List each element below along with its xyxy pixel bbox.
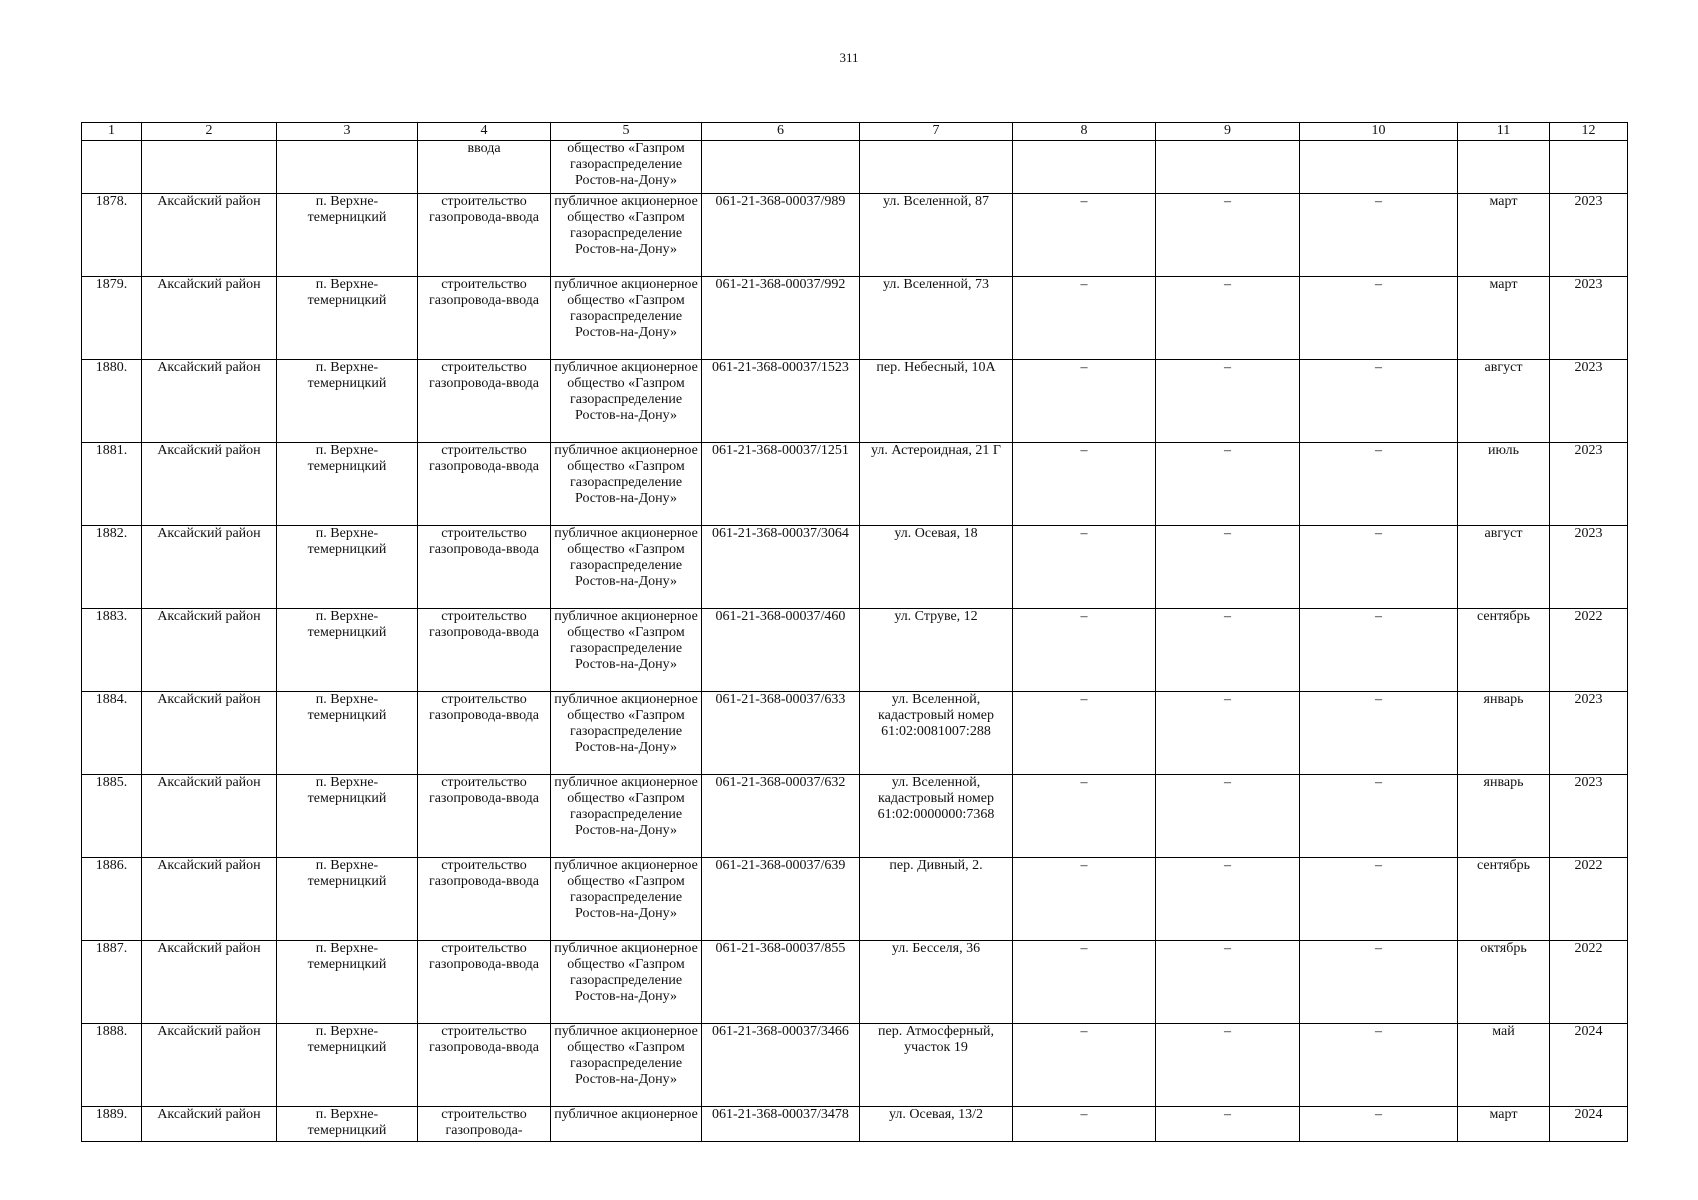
register-table [81, 122, 1628, 1142]
address-cell: ул. Струве, 12 [860, 609, 1013, 692]
month-cell: сентябрь [1458, 858, 1550, 941]
permit-code-cell: 061-21-368-00037/992 [702, 277, 860, 360]
col8-cell: – [1013, 1024, 1156, 1107]
month-cell: март [1458, 194, 1550, 277]
settlement-cell: п. Верхне-темерницкий [277, 1024, 418, 1107]
district-cell: Аксайский район [142, 941, 277, 1024]
permit-code-cell: 061-21-368-00037/989 [702, 194, 860, 277]
year-cell: 2022 [1550, 858, 1628, 941]
column-header: 12 [1550, 123, 1628, 141]
address-cell: ул. Бесселя, 36 [860, 941, 1013, 1024]
table-row [82, 526, 1628, 609]
col8-cell: – [1013, 1107, 1156, 1142]
settlement-cell: п. Верхне-темерницкий [277, 526, 418, 609]
table-row [82, 609, 1628, 692]
district-cell: Аксайский район [142, 360, 277, 443]
col10-cell: – [1300, 194, 1458, 277]
district-cell: Аксайский район [142, 443, 277, 526]
row-number-cell: 1883. [82, 609, 142, 692]
table-row [82, 1024, 1628, 1107]
org-cell: публичное акционерное общество «Газпром газораспределение Ростов-на-Дону» [551, 360, 702, 443]
address-cell: ул. Вселенной, кадастровый номер 61:02:0000000:7368 [860, 775, 1013, 858]
work-cell: строительство газопровода-ввода [418, 194, 551, 277]
table-row [82, 277, 1628, 360]
month-cell: январь [1458, 775, 1550, 858]
row-number-cell: 1888. [82, 1024, 142, 1107]
month-cell: май [1458, 1024, 1550, 1107]
year-cell: 2023 [1550, 775, 1628, 858]
permit-code-cell: 061-21-368-00037/633 [702, 692, 860, 775]
row-number-cell: 1886. [82, 858, 142, 941]
table-row [82, 443, 1628, 526]
col8-cell: – [1013, 692, 1156, 775]
row-number-cell: 1884. [82, 692, 142, 775]
column-header: 3 [277, 123, 418, 141]
year-cell: 2022 [1550, 609, 1628, 692]
district-cell: Аксайский район [142, 194, 277, 277]
org-cell: публичное акционерное общество «Газпром газораспределение Ростов-на-Дону» [551, 526, 702, 609]
col9-cell: – [1156, 360, 1300, 443]
settlement-cell: п. Верхне-темерницкий [277, 194, 418, 277]
year-cell: 2022 [1550, 941, 1628, 1024]
row-number-cell: 1881. [82, 443, 142, 526]
work-cell: строительство газопровода-ввода [418, 360, 551, 443]
col8-cell: – [1013, 277, 1156, 360]
col9-cell: – [1156, 609, 1300, 692]
work-cell: строительство газопровода-ввода [418, 277, 551, 360]
page-number: 311 [839, 50, 859, 65]
work-cell: строительство газопровода- [418, 1107, 551, 1142]
org-cell: публичное акционерное общество «Газпром газораспределение Ростов-на-Дону» [551, 941, 702, 1024]
work-cell: ввода [418, 141, 551, 194]
year-cell: 2023 [1550, 360, 1628, 443]
settlement-cell: п. Верхне-темерницкий [277, 941, 418, 1024]
address-cell: пер. Небесный, 10А [860, 360, 1013, 443]
column-header: 6 [702, 123, 860, 141]
address-cell: ул. Вселенной, 73 [860, 277, 1013, 360]
col8-cell: – [1013, 443, 1156, 526]
permit-code-cell: 061-21-368-00037/3478 [702, 1107, 860, 1142]
col10-cell: – [1300, 692, 1458, 775]
col9-cell: – [1156, 194, 1300, 277]
column-header: 9 [1156, 123, 1300, 141]
month-cell: июль [1458, 443, 1550, 526]
row-number-cell: 1878. [82, 194, 142, 277]
col10-cell: – [1300, 609, 1458, 692]
permit-code-cell: 061-21-368-00037/3064 [702, 526, 860, 609]
permit-code-cell: 061-21-368-00037/1523 [702, 360, 860, 443]
org-cell: общество «Газпром газораспределение Ростов-на-Дону» [551, 141, 702, 194]
col8-cell: – [1013, 941, 1156, 1024]
column-header: 8 [1013, 123, 1156, 141]
month-cell: октябрь [1458, 941, 1550, 1024]
col10-cell: – [1300, 360, 1458, 443]
header-row [82, 123, 1628, 141]
month-cell: август [1458, 526, 1550, 609]
year-cell: 2023 [1550, 526, 1628, 609]
settlement-cell: п. Верхне-темерницкий [277, 277, 418, 360]
column-header: 1 [82, 123, 142, 141]
permit-code-cell: 061-21-368-00037/632 [702, 775, 860, 858]
row-number-cell: 1889. [82, 1107, 142, 1142]
col10-cell: – [1300, 858, 1458, 941]
table-row [82, 692, 1628, 775]
col10-cell: – [1300, 1107, 1458, 1142]
address-cell: ул. Астероидная, 21 Г [860, 443, 1013, 526]
table-row [82, 858, 1628, 941]
row-number-cell: 1882. [82, 526, 142, 609]
year-cell: 2023 [1550, 443, 1628, 526]
col10-cell: – [1300, 443, 1458, 526]
col10-cell: – [1300, 775, 1458, 858]
permit-code-cell: 061-21-368-00037/639 [702, 858, 860, 941]
col9-cell: – [1156, 277, 1300, 360]
month-cell: сентябрь [1458, 609, 1550, 692]
col10-cell: – [1300, 277, 1458, 360]
col10-cell: – [1300, 941, 1458, 1024]
org-cell: публичное акционерное общество «Газпром газораспределение Ростов-на-Дону» [551, 194, 702, 277]
col8-cell: – [1013, 775, 1156, 858]
table-row [82, 1107, 1628, 1142]
work-cell: строительство газопровода-ввода [418, 609, 551, 692]
district-cell: Аксайский район [142, 277, 277, 360]
col9-cell: – [1156, 1107, 1300, 1142]
work-cell: строительство газопровода-ввода [418, 692, 551, 775]
continuation-row [82, 141, 1628, 194]
org-cell: публичное акционерное [551, 1107, 702, 1142]
district-cell: Аксайский район [142, 1024, 277, 1107]
work-cell: строительство газопровода-ввода [418, 526, 551, 609]
work-cell: строительство газопровода-ввода [418, 941, 551, 1024]
year-cell: 2024 [1550, 1107, 1628, 1142]
work-cell: строительство газопровода-ввода [418, 443, 551, 526]
permit-code-cell: 061-21-368-00037/3466 [702, 1024, 860, 1107]
col9-cell: – [1156, 526, 1300, 609]
col8-cell: – [1013, 194, 1156, 277]
col8-cell: – [1013, 858, 1156, 941]
column-header: 5 [551, 123, 702, 141]
col9-cell: – [1156, 692, 1300, 775]
address-cell: пер. Дивный, 2. [860, 858, 1013, 941]
col9-cell: – [1156, 941, 1300, 1024]
month-cell: март [1458, 1107, 1550, 1142]
table-row [82, 360, 1628, 443]
column-header: 2 [142, 123, 277, 141]
district-cell: Аксайский район [142, 692, 277, 775]
address-cell: ул. Осевая, 18 [860, 526, 1013, 609]
district-cell: Аксайский район [142, 775, 277, 858]
col9-cell: – [1156, 775, 1300, 858]
col10-cell: – [1300, 526, 1458, 609]
row-number-cell: 1879. [82, 277, 142, 360]
col9-cell: – [1156, 443, 1300, 526]
col8-cell: – [1013, 360, 1156, 443]
permit-code-cell: 061-21-368-00037/1251 [702, 443, 860, 526]
permit-code-cell: 061-21-368-00037/855 [702, 941, 860, 1024]
column-header: 7 [860, 123, 1013, 141]
settlement-cell: п. Верхне-темерницкий [277, 360, 418, 443]
year-cell: 2023 [1550, 194, 1628, 277]
settlement-cell: п. Верхне-темерницкий [277, 609, 418, 692]
org-cell: публичное акционерное общество «Газпром газораспределение Ростов-на-Дону» [551, 775, 702, 858]
year-cell: 2023 [1550, 692, 1628, 775]
district-cell: Аксайский район [142, 526, 277, 609]
col8-cell: – [1013, 609, 1156, 692]
settlement-cell: п. Верхне-темерницкий [277, 775, 418, 858]
district-cell: Аксайский район [142, 1107, 277, 1142]
settlement-cell: п. Верхне-темерницкий [277, 443, 418, 526]
address-cell: ул. Осевая, 13/2 [860, 1107, 1013, 1142]
org-cell: публичное акционерное общество «Газпром газораспределение Ростов-на-Дону» [551, 443, 702, 526]
work-cell: строительство газопровода-ввода [418, 775, 551, 858]
settlement-cell: п. Верхне-темерницкий [277, 1107, 418, 1142]
org-cell: публичное акционерное общество «Газпром газораспределение Ростов-на-Дону» [551, 692, 702, 775]
row-number-cell: 1887. [82, 941, 142, 1024]
month-cell: август [1458, 360, 1550, 443]
settlement-cell: п. Верхне-темерницкий [277, 692, 418, 775]
column-header: 11 [1458, 123, 1550, 141]
column-header: 4 [418, 123, 551, 141]
row-number-cell: 1885. [82, 775, 142, 858]
district-cell: Аксайский район [142, 609, 277, 692]
work-cell: строительство газопровода-ввода [418, 858, 551, 941]
year-cell: 2024 [1550, 1024, 1628, 1107]
org-cell: публичное акционерное общество «Газпром газораспределение Ростов-на-Дону» [551, 277, 702, 360]
table-row [82, 775, 1628, 858]
address-cell: ул. Вселенной, кадастровый номер 61:02:0081007:288 [860, 692, 1013, 775]
table-row [82, 194, 1628, 277]
org-cell: публичное акционерное общество «Газпром газораспределение Ростов-на-Дону» [551, 858, 702, 941]
col10-cell: – [1300, 1024, 1458, 1107]
month-cell: январь [1458, 692, 1550, 775]
table-row [82, 941, 1628, 1024]
column-header: 10 [1300, 123, 1458, 141]
org-cell: публичное акционерное общество «Газпром газораспределение Ростов-на-Дону» [551, 609, 702, 692]
col9-cell: – [1156, 1024, 1300, 1107]
row-number-cell: 1880. [82, 360, 142, 443]
district-cell: Аксайский район [142, 858, 277, 941]
year-cell: 2023 [1550, 277, 1628, 360]
settlement-cell: п. Верхне-темерницкий [277, 858, 418, 941]
address-cell: пер. Атмосферный, участок 19 [860, 1024, 1013, 1107]
col8-cell: – [1013, 526, 1156, 609]
org-cell: публичное акционерное общество «Газпром газораспределение Ростов-на-Дону» [551, 1024, 702, 1107]
work-cell: строительство газопровода-ввода [418, 1024, 551, 1107]
col9-cell: – [1156, 858, 1300, 941]
permit-code-cell: 061-21-368-00037/460 [702, 609, 860, 692]
address-cell: ул. Вселенной, 87 [860, 194, 1013, 277]
month-cell: март [1458, 277, 1550, 360]
